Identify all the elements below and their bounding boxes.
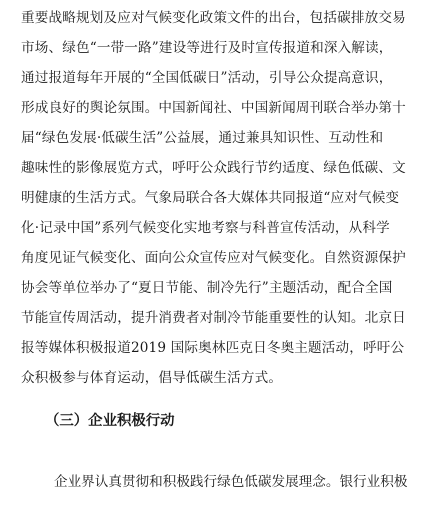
body-text-line: 报等媒体积极报道2019 国际奥林匹克日冬奥主题活动，呼吁公 — [21, 340, 405, 356]
section-heading: （三）企业积极行动 — [45, 413, 175, 429]
body-text-line: 众积极参与体育运动，倡导低碳生活方式。 — [21, 370, 283, 386]
body-text-line: 节能宣传周活动，提升消费者对制冷节能重要性的认知。北京日 — [21, 310, 406, 326]
body-text-line: 届“绿色发展·低碳生活”公益展，通过兼具知识性、互动性和 — [21, 130, 384, 146]
body-text-line: 通过报道每年开展的“全国低碳日”活动，引导公众提高意识， — [21, 70, 393, 86]
body-text-line: 协会等单位举办了“夏日节能、制冷先行”主题活动，配合全国 — [21, 280, 393, 296]
body-text-line: 化·记录中国”系列气候变化实地考察与科普宣传活动，从科学 — [21, 220, 390, 236]
body-text-line: 形成良好的舆论氛围。中国新闻社、中国新闻周刊联合举办第十 — [21, 100, 406, 116]
body-text-line: 重要战略规划及应对气候变化政策文件的出台，包括碳排放交易 — [21, 10, 406, 26]
body-text-line: 角度见证气候变化、面向公众宣传应对气候变化。自然资源保护 — [21, 250, 406, 266]
next-paragraph-first-line: 企业界认真贯彻和积极践行绿色低碳发展理念。银行业积极 — [54, 474, 408, 490]
body-text-line: 明健康的生活方式。气象局联合各大媒体共同报道“应对气候变 — [21, 190, 400, 206]
body-text-line: 市场、绿色“一带一路”建设等进行及时宣传报道和深入解读， — [21, 40, 393, 56]
body-text-line: 趣味性的影像展览方式，呼吁公众践行节约适度、绿色低碳、文 — [21, 160, 406, 176]
